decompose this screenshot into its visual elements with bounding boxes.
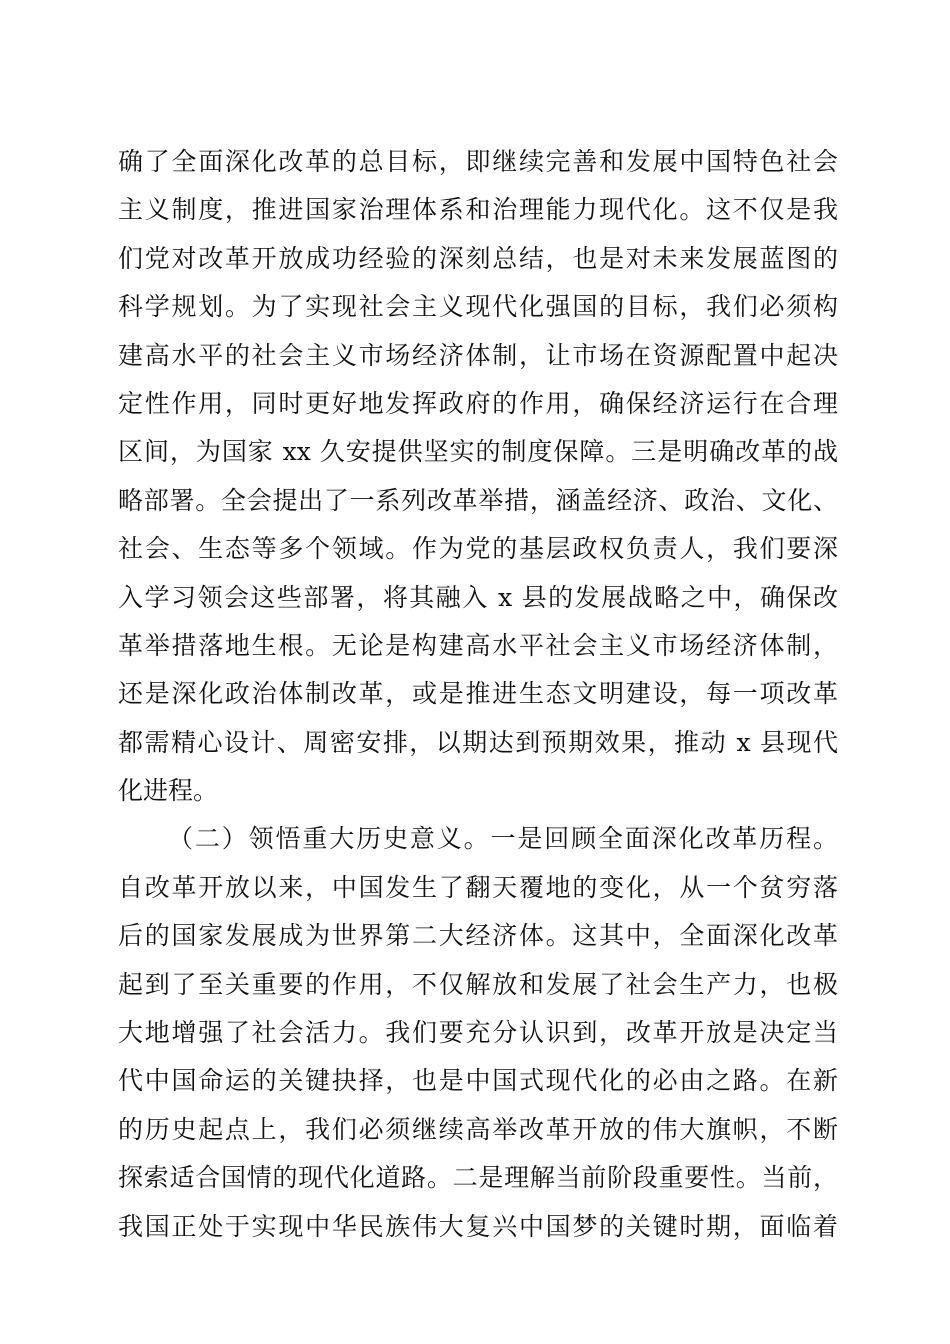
text-line: 的历史起点上，我们必须继续高举改革开放的伟大旗帜，不断 — [118, 1114, 838, 1144]
text-line: 确了全面深化改革的总目标，即继续完善和发展中国特色社会 — [118, 147, 838, 176]
text-line: 略部署。全会提出了一系列改革举措，涵盖经济、政治、文化、 — [118, 485, 838, 515]
text-line: 革举措落地生根。无论是构建高水平社会主义市场经济体制， — [118, 630, 838, 660]
text-line: 自改革开放以来，中国发生了翻天覆地的变化，从一个贫穷落 — [118, 872, 838, 902]
text-line: 们党对改革开放成功经验的深刻总结，也是对未来发展蓝图的 — [118, 243, 838, 273]
section-heading-line: （二）领悟重大历史意义。一是回顾全面深化改革历程。 — [168, 824, 838, 854]
text-line: 入学习领会这些部署，将其融入 x 县的发展战略之中，确保改 — [118, 582, 838, 612]
text-line: 建高水平的社会主义市场经济体制，让市场在资源配置中起决 — [118, 340, 838, 370]
text-line: 区间，为国家 xx 久安提供坚实的制度保障。三是明确改革的战 — [118, 437, 838, 467]
text-line: 化进程。 — [118, 776, 219, 806]
body-text — [118, 138, 838, 1251]
text-line: 代中国命运的关键抉择，也是中国式现代化的必由之路。在新 — [118, 1066, 838, 1096]
text-line: 定性作用，同时更好地发挥政府的作用，确保经济运行在合理 — [118, 388, 838, 418]
text-line: 还是深化政治体制改革，或是推进生态文明建设，每一项改革 — [118, 679, 838, 709]
text-line: 科学规划。为了实现社会主义现代化强国的目标，我们必须构 — [118, 292, 838, 322]
text-line: 主义制度，推进国家治理体系和治理能力现代化。这不仅是我 — [118, 195, 838, 225]
text-line: 都需精心设计、周密安排，以期达到预期效果，推动 x 县现代 — [118, 727, 838, 757]
text-line: 社会、生态等多个领域。作为党的基层政权负责人，我们要深 — [118, 534, 838, 564]
text-line: 大地增强了社会活力。我们要充分认识到，改革开放是决定当 — [118, 1018, 838, 1048]
text-line: 后的国家发展成为世界第二大经济体。这其中，全面深化改革 — [118, 921, 838, 951]
text-line: 我国正处于实现中华民族伟大复兴中国梦的关键时期，面临着 — [118, 1211, 838, 1241]
text-line: 探索适合国情的现代化道路。二是理解当前阶段重要性。当前， — [118, 1163, 838, 1193]
text-line: 起到了至关重要的作用，不仅解放和发展了社会生产力，也极 — [118, 969, 838, 999]
